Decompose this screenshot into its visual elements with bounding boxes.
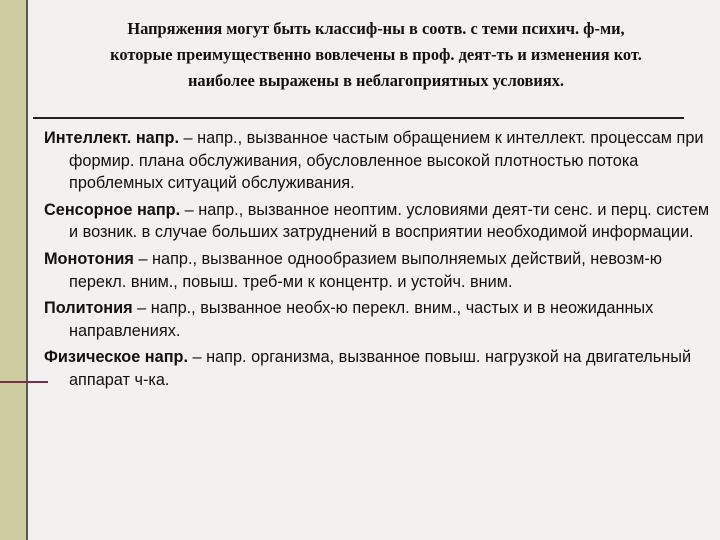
definitions-list <box>44 127 712 396</box>
definition-text: – напр., вызванное необх-ю перекл. вним., частых и в неожиданных направлениях. <box>69 299 654 340</box>
title-line: наиболее выражены в неблагоприятных условиях. <box>187 71 565 90</box>
side-accent-line <box>0 381 48 383</box>
definition-item <box>44 297 712 342</box>
slide-title <box>40 16 712 94</box>
title-line: которые преимущественно вовлечены в проф. деят-ть и изменения кот. <box>110 45 642 64</box>
definition-item <box>44 127 712 195</box>
definition-term: Политония <box>44 299 133 318</box>
definition-term: Интеллект. напр. <box>44 129 180 147</box>
title-divider <box>33 117 684 119</box>
side-decoration-bar <box>0 0 26 540</box>
definition-item <box>44 346 712 391</box>
definition-text: – напр., вызванное частым обращением к интеллект. процессам при формир. плана обслуживания, обусловленное высокой плотностью потока проблемных ситуаций обслуживания. <box>69 129 704 193</box>
definition-term: Монотония <box>44 249 134 268</box>
definition-item <box>44 248 712 293</box>
definition-item <box>44 199 712 244</box>
title-line: Напряжения могут быть классиф-ны в соотв. с теми психич. ф-ми, <box>127 19 625 38</box>
definition-text: – напр. организма, вызванное повыш. нагрузкой на двигательный аппарат ч-ка. <box>69 348 692 389</box>
side-decoration-line <box>26 0 28 540</box>
definition-text: – напр., вызванное однообразием выполняемых действий, невозм-ю перекл. вним., повыш. треб-ми к концентр. и устойч. вним. <box>69 249 662 291</box>
definition-term: Сенсорное напр. <box>44 200 181 219</box>
definition-term: Физическое напр. <box>44 348 189 367</box>
definition-text: – напр., вызванное неоптим. условиями деят-ти сенс. и перц. систем и возник. в случае больших затруднений в восприятии необходимой информации. <box>69 200 710 242</box>
